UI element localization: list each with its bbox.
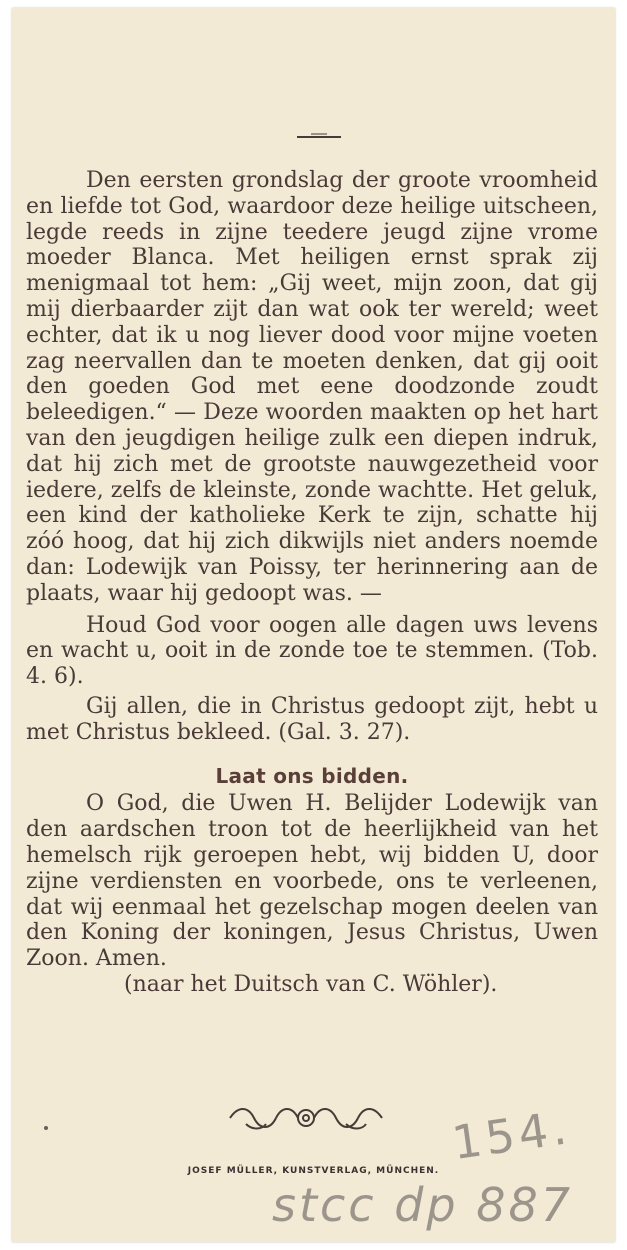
top-dash-ornament	[297, 132, 341, 140]
handwritten-reference: stcc dp 887	[272, 1178, 574, 1232]
prayer-text: O God, die Uwen H. Belijder Lodewijk van den aardschen troon tot de heerlijkheid van het hemelsch rijk geroepen hebt, wij bidden U, door zijne verdiensten en voorbede, ons te verleenen, dat wij eenmaal het gezelschap mogen deelen van den Koning der koningen, Jesus Christus, Uwen Zoon. Amen.	[26, 791, 598, 972]
card-text	[26, 168, 598, 998]
paragraph-tobit-quote: Houd God voor oogen alle dagen uws levens en wacht u, ooit in de zonde toe te stemmen. (Tob. 4. 6).	[26, 612, 598, 690]
paragraph-galatians-quote: Gij allen, die in Christus gedoopt zijt, hebt u met Christus bekleed. (Gal. 3. 27).	[26, 693, 598, 745]
speck-mark	[44, 1126, 48, 1130]
handwritten-number: 154.	[448, 1100, 574, 1170]
attribution: (naar het Duitsch van C. Wöhler).	[124, 971, 498, 997]
publisher-imprint: JOSEF MÜLLER, KUNSTVERLAG, MÜNCHEN.	[187, 1166, 440, 1176]
floral-ornament-icon	[226, 1104, 386, 1132]
prayer-heading: Laat ons bidden.	[215, 763, 409, 788]
devotional-card	[12, 8, 615, 1242]
paragraph-legend: Den eersten grondslag der groote vroomheid en liefde tot God, waardoor deze heilige uitscheen, legde reeds in zijne teedere jeugd zijne vrome moeder Blanca. Met heiligen ernst sprak zij menigmaal tot hem: „Gij weet, mijn zoon, dat gij mij dierbaarder zijt dan wat ook ter wereld; weet echter, dat ik u nog liever dood voor mijne voeten zag neervallen dan te moeten denken, dat gij ooit den goeden God met eene doodzonde zoudt beleedigen.“ — Deze woorden maakten op het hart van den jeugdigen heilige zulk een diepen indruk, dat hij zich met de grootste nauwgezetheid voor iedere, zelfs de kleinste, zonde wachtte. Het geluk, een kind der katholieke Kerk te zijn, schatte hij zóó hoog, dat hij zich dikwijls niet anders noemde dan: Lodewijk van Poissy, ter herinnering aan de plaats, waar hij gedoopt was. —	[26, 168, 598, 606]
